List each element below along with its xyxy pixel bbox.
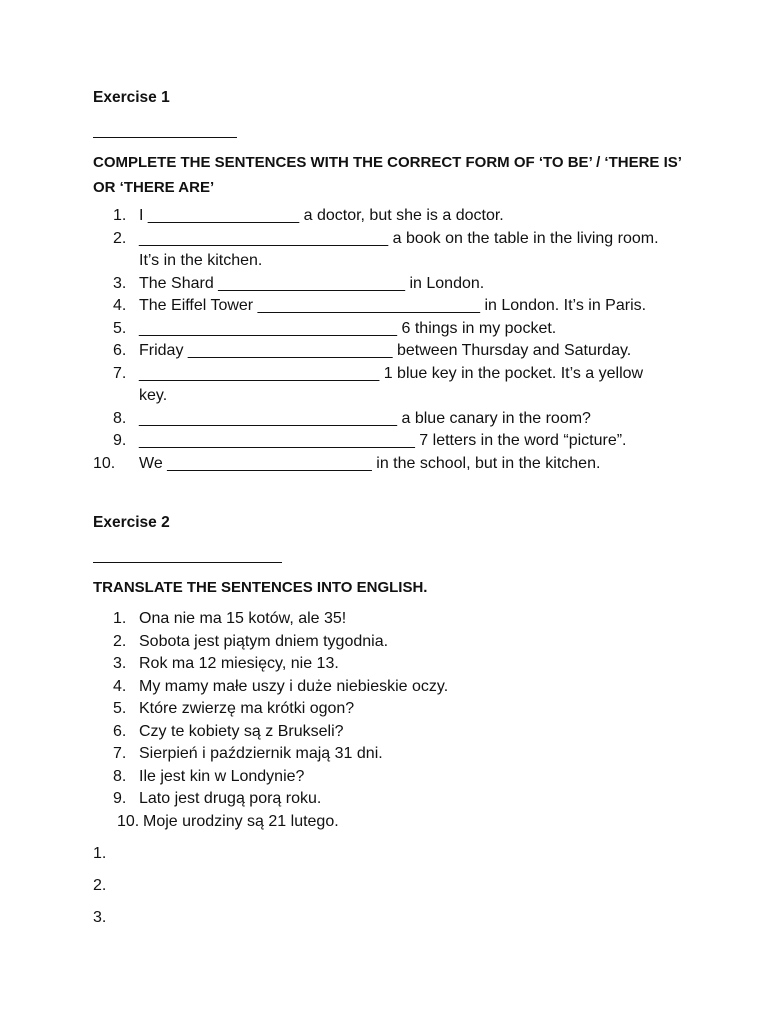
list-item bbox=[93, 653, 448, 676]
answer-line-3[interactable]: 3. bbox=[93, 909, 107, 926]
list-item bbox=[93, 676, 448, 699]
list-item bbox=[93, 363, 659, 408]
list-item bbox=[93, 205, 659, 228]
list-item bbox=[93, 743, 448, 766]
exercise-2-title-rule bbox=[93, 562, 282, 563]
list-item bbox=[93, 228, 659, 273]
item-text: The Shard _____________________ in London. bbox=[139, 274, 485, 292]
exercise-1-instruction: COMPLETE THE SENTENCES WITH THE CORRECT FORM OF ‘TO BE’ / ‘THERE IS’ OR ‘THERE ARE’ bbox=[93, 154, 682, 196]
item-text: We _______________________ in the school, but in the kitchen. bbox=[139, 454, 601, 472]
list-item bbox=[93, 698, 448, 721]
item-text-continuation: key. bbox=[139, 387, 168, 404]
item-number: 1. bbox=[113, 207, 127, 224]
exercise-2-instruction: TRANSLATE THE SENTENCES INTO ENGLISH. bbox=[93, 579, 428, 596]
item-number: 6. bbox=[113, 722, 127, 740]
item-text: Które zwierzę ma krótki ogon? bbox=[139, 700, 355, 717]
exercise-1-title: Exercise 1 bbox=[93, 89, 170, 106]
list-item bbox=[93, 788, 448, 811]
list-item bbox=[93, 766, 448, 789]
item-text: Sobota jest piątym dniem tygodnia. bbox=[139, 632, 389, 650]
item-number: 7. bbox=[113, 745, 127, 762]
item-text: My mamy małe uszy i duże niebieskie oczy. bbox=[139, 677, 449, 695]
list-item bbox=[93, 811, 448, 834]
item-text: ____________________________ a book on the table in the living room. bbox=[139, 229, 659, 247]
item-number: 3. bbox=[113, 274, 127, 292]
item-text: Sierpień i październik mają 31 dni. bbox=[139, 745, 383, 762]
item-number: 5. bbox=[113, 319, 127, 337]
item-number: 2. bbox=[113, 632, 127, 650]
answer-line-1[interactable]: 1. bbox=[93, 845, 107, 862]
item-number: 2. bbox=[113, 229, 127, 247]
item-number: 4. bbox=[113, 297, 127, 314]
list-item bbox=[93, 318, 659, 341]
item-number: 3. bbox=[113, 655, 127, 672]
item-number: 10. bbox=[93, 454, 116, 472]
item-number: 8. bbox=[113, 409, 127, 427]
list-item bbox=[93, 295, 659, 318]
item-text: Ona nie ma 15 kotów, ale 35! bbox=[139, 610, 347, 627]
item-text: ___________________________ 1 blue key in the pocket. It’s a yellow bbox=[139, 364, 644, 382]
list-item bbox=[93, 631, 448, 654]
item-number: 7. bbox=[113, 364, 127, 382]
item-number: 5. bbox=[113, 700, 127, 717]
item-number: 9. bbox=[113, 790, 127, 807]
exercise-1-list bbox=[93, 205, 659, 475]
item-text: _____________________________ a blue canary in the room? bbox=[139, 409, 591, 427]
list-item bbox=[93, 408, 659, 431]
list-item bbox=[93, 721, 448, 744]
item-number: 6. bbox=[113, 342, 127, 359]
item-text: Rok ma 12 miesięcy, nie 13. bbox=[139, 655, 339, 672]
item-text: _____________________________ 6 things in my pocket. bbox=[139, 319, 557, 337]
item-number: 9. bbox=[113, 432, 127, 449]
item-text: Czy te kobiety są z Brukseli? bbox=[139, 722, 344, 740]
list-item bbox=[93, 340, 659, 363]
item-number: 4. bbox=[113, 677, 127, 695]
item-text: Ile jest kin w Londynie? bbox=[139, 767, 305, 785]
item-text: The Eiffel Tower _________________________ in London. It’s in Paris. bbox=[139, 297, 647, 314]
item-text: _______________________________ 7 letters in the word “picture”. bbox=[139, 432, 627, 449]
list-item bbox=[93, 608, 448, 631]
list-item bbox=[93, 453, 659, 476]
item-text: Moje urodziny są 21 lutego. bbox=[143, 812, 339, 830]
item-text-continuation: It’s in the kitchen. bbox=[139, 252, 263, 269]
list-item bbox=[93, 430, 659, 453]
list-item bbox=[93, 273, 659, 296]
item-text: I _________________ a doctor, but she is a doctor. bbox=[139, 207, 504, 224]
item-text: Lato jest drugą porą roku. bbox=[139, 790, 322, 807]
item-number: 8. bbox=[113, 767, 127, 785]
item-number: 1. bbox=[113, 610, 127, 627]
exercise-2-title: Exercise 2 bbox=[93, 514, 170, 531]
item-text: Friday _______________________ between Thursday and Saturday. bbox=[139, 342, 632, 359]
item-number: 10. bbox=[117, 812, 140, 830]
exercise-1-title-rule bbox=[93, 137, 237, 138]
exercise-2-list bbox=[93, 608, 448, 833]
answer-line-2[interactable]: 2. bbox=[93, 877, 107, 894]
